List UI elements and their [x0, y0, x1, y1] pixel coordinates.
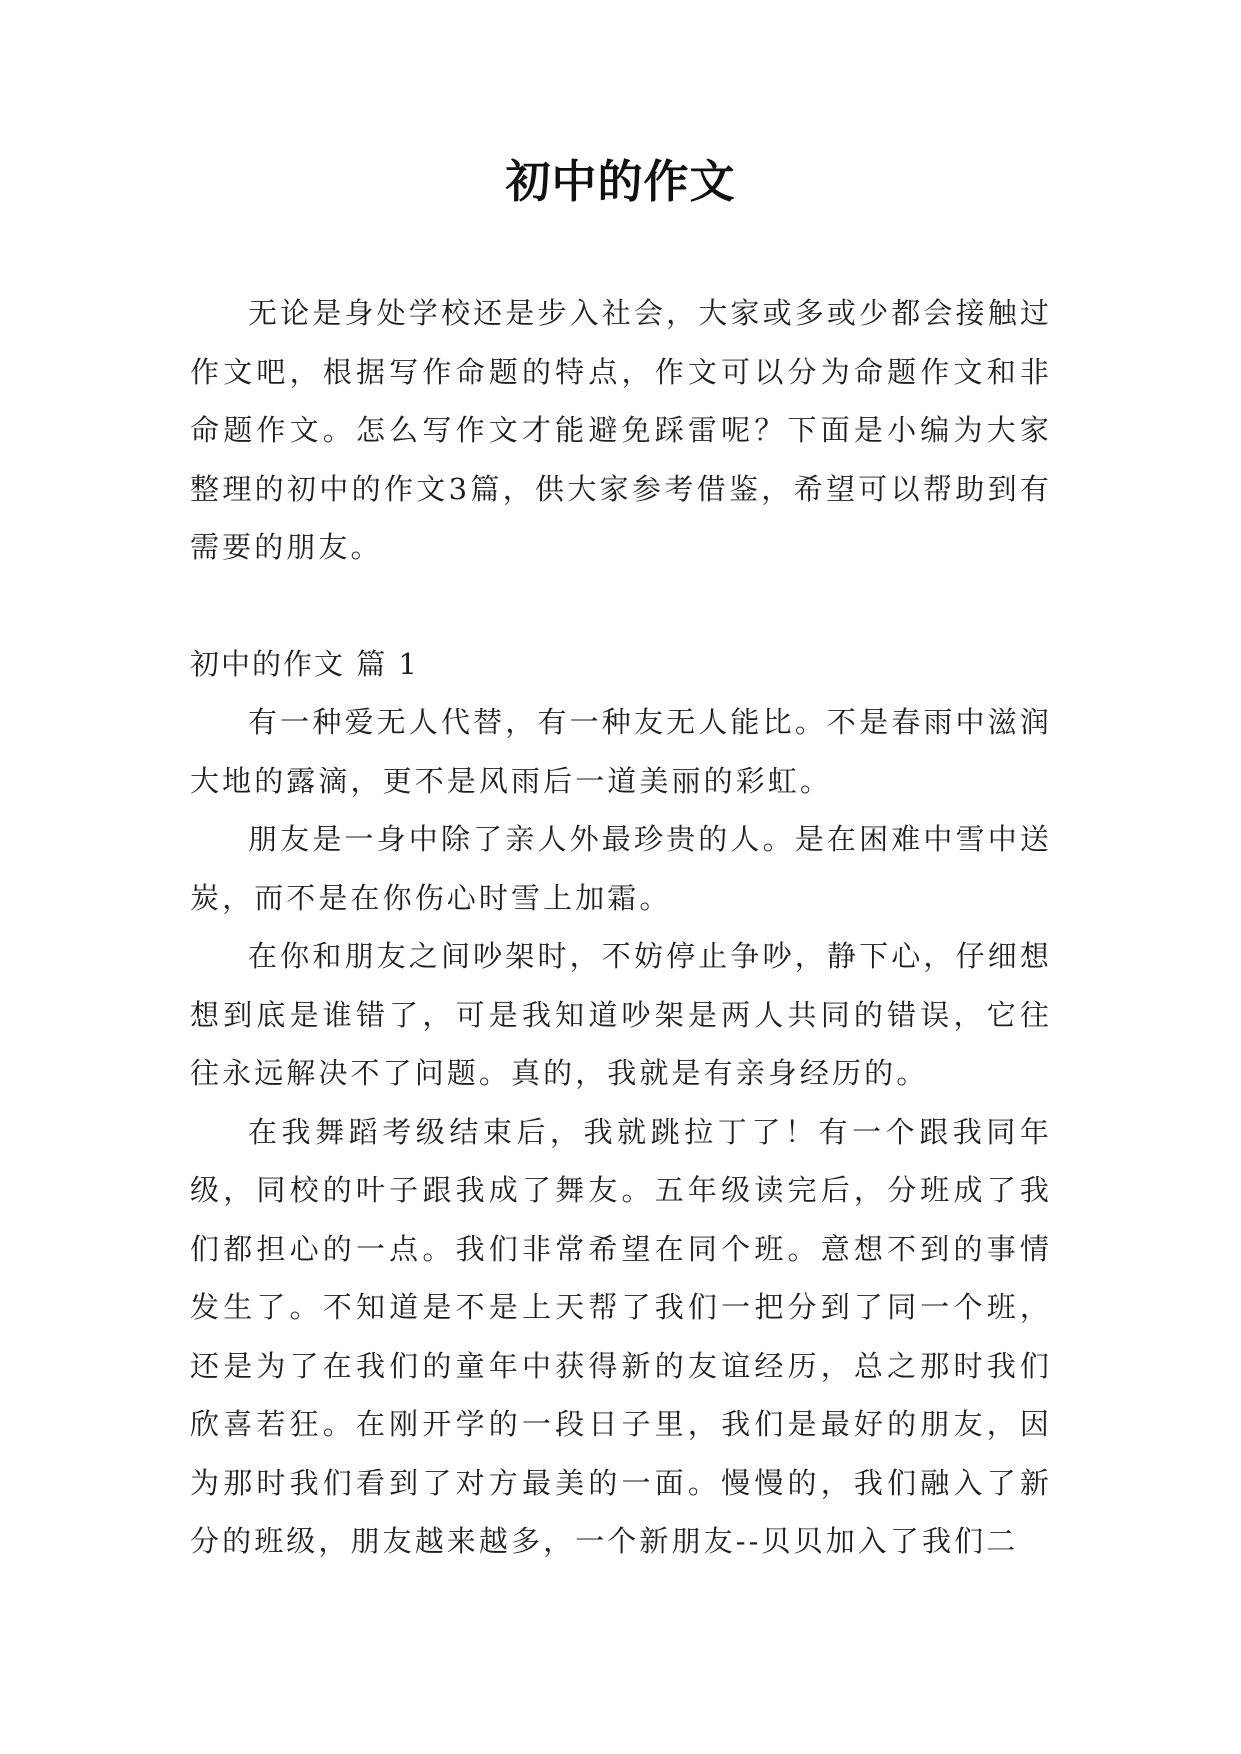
body-paragraph-1: 有一种爱无人代替，有一种友无人能比。不是春雨中滋润大地的露滴，更不是风雨后一道美丽的彩虹。 — [190, 705, 1052, 798]
body-paragraph-4: 在我舞蹈考级结束后，我就跳拉丁了！有一个跟我同年级，同校的叶子跟我成了舞友。五年级读完后，分班成了我们都担心的一点。我们非常希望在同个班。意想不到的事情发生了。不知道是不是上天帮了我们一把分到了同一个班，还是为了在我们的童年中获得新的友谊经历，总之那时我们欣喜若狂。在刚开学的一段日子里，我们是最好的朋友，因为那时我们看到了对方最美的一面。慢慢的，我们融入了新分的班级，朋友越来越多，一个新朋友--贝贝加入了我们二 — [190, 1114, 1052, 1558]
document-body — [190, 284, 1052, 1571]
section-heading: 初中的作文 篇 1 — [190, 646, 419, 681]
body-paragraph-3: 在你和朋友之间吵架时，不妨停止争吵，静下心，仔细想想到底是谁错了，可是我知道吵架是两人共同的错误，它往往永远解决不了问题。真的，我就是有亲身经历的。 — [190, 939, 1052, 1090]
document-title: 初中的作文 — [505, 155, 736, 208]
body-paragraph-2: 朋友是一身中除了亲人外最珍贵的人。是在困难中雪中送炭，而不是在你伤心时雪上加霜。 — [190, 822, 1052, 915]
section-spacer — [190, 577, 1052, 635]
intro-paragraph: 无论是身处学校还是步入社会，大家或多或少都会接触过作文吧，根据写作命题的特点，作文可以分为命题作文和非命题作文。怎么写作文才能避免踩雷呢？下面是小编为大家整理的初中的作文3篇，供大家参考借鉴，希望可以帮助到有需要的朋友。 — [190, 296, 1052, 564]
